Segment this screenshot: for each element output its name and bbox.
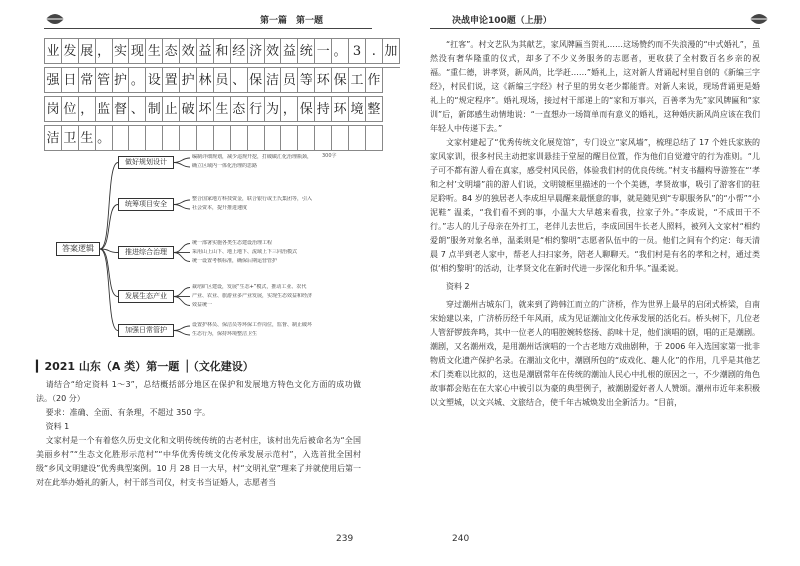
mindmap-connector	[174, 288, 190, 297]
right-body-text	[430, 38, 760, 524]
grid-cell: 统	[298, 39, 315, 64]
grid-row	[45, 97, 400, 122]
grid-count: 300字	[322, 153, 337, 159]
grid-cell: 境	[349, 97, 366, 122]
left-paragraph: 资料 1	[45, 422, 70, 431]
section-heading: ▎2021 山东（A 类）第一题▕（文化建设）	[36, 360, 254, 373]
left-header-rule	[44, 28, 372, 29]
grid-cell	[180, 126, 197, 151]
grid-cell: 管	[95, 68, 112, 93]
grid-cell: 业	[45, 39, 62, 64]
grid-cell	[349, 126, 366, 151]
mindmap-note: 采用山上山下、地上地下、流域上下三同治模式	[192, 248, 298, 255]
mindmap-note: 整合国家地方科技资金，联合银行或王氏集团等，引入	[192, 196, 313, 202]
grid-cell: 护	[180, 68, 197, 93]
mindmap-connector	[174, 253, 190, 262]
answer-grid	[44, 38, 400, 151]
grid-cell: 环	[315, 68, 332, 93]
grid-cell: 持	[315, 97, 332, 122]
grid-cell: 济	[247, 39, 264, 64]
left-header-label: 第一篇 第一题	[260, 16, 324, 26]
grid-cell: 护	[112, 68, 129, 93]
grid-cell: 、	[129, 97, 146, 122]
grid-cell: .	[365, 39, 382, 64]
grid-cell: 常	[78, 68, 95, 93]
grid-cell: 强	[45, 68, 62, 93]
grid-cell: 监	[95, 97, 112, 122]
grid-cell: 态	[163, 39, 180, 64]
leaf-ornament-icon	[44, 11, 66, 27]
left-paragraph: 文家村是一个有着悠久历史文化和文明传统传统的古老村庄，该村出先后被命名为“全国美丽乡村”“生态文化胜形示范村”“中华优秀传统文化传承发展示范村”，入选首批全国村级“乡风文明建设”优秀典型案例。10 月 28 日一大早，村“文明礼堂”理来了并就使用后第一对在此举办婚礼的新人，村干部当司仪，村支书当证婚人，志愿者当	[36, 436, 361, 487]
grid-cell: 作	[365, 68, 382, 93]
mindmap-connector	[174, 200, 190, 205]
mindmap-connector	[174, 331, 190, 336]
grid-cell: 卫	[61, 126, 78, 151]
mindmap-note: 裁培矿区建设，发展“生态+”模式，推动工业、农代	[192, 283, 307, 290]
grid-cell	[298, 126, 315, 151]
grid-cell: 3	[349, 39, 366, 64]
mindmap-note: 确立区域内一体化治理的思路	[192, 163, 258, 169]
grid-cell: 岗	[45, 97, 62, 122]
left-paragraph: 请结合“给定资料 1～3”，总结概括部分地区在保护和发展地方特色文化方面的成功做法。（20 分）	[36, 380, 361, 403]
grid-cell: 环	[332, 97, 349, 122]
grid-cell: 益	[281, 39, 298, 64]
grid-cell: 、	[230, 68, 247, 93]
grid-row	[45, 39, 400, 64]
grid-cell: 生	[213, 97, 230, 122]
grid-cell: 展	[78, 39, 95, 64]
mindmap-branch: 推进综合治理	[118, 246, 174, 259]
mindmap-note: 效益统一	[192, 301, 213, 308]
right-paragraph: 文家村建起了“优秀传统文化展览馆”，专门设立“家风墙”，梳理总结了 17 个姓氏家族的家风家训，很多村民主动把家训悬挂于堂屋的醒目位置，作为他们自觉遵守的行为准则。“儿子可不都有游人看在真家，感受村风民俗，体验我们村的优良传统。”村支书翻构导游签在“‘孝和之村’文明墙”前的游人们说，文明镜框里描述的一个个美德，孝贤故事，吸引了游客们的驻足聆听。84 岁的独居老人李成坦早晨醒来最惬意的事，就是随见到“专职服务队”的“小帮”“小泥鞋” 温柔，“我们看不到的事，小温大大早越来看我，拉家子外。”李成说，“不成田干不行。”志人的儿子母亲在外打工，老伴儿去世后，李成回国牛长老人照料，被列入文家村“相约爱朗”服务对象名单，温柔则是“相约黎明”志愿者队伍中的一员。他们之间有个约定：每天清晨 7 点半到老人家中，帮老人扫扫家务，陪老人聊聊天。“我们村是有名的孝和之村，通过类似‘相约黎明’的活动，让孝贤文化在新时代进一步深化和升华。”温柔说。	[430, 138, 760, 273]
grid-cell: 和	[213, 39, 230, 64]
grid-cell: 生	[146, 39, 163, 64]
grid-cell: 加	[382, 39, 399, 64]
grid-cell	[332, 126, 349, 151]
grid-cell	[247, 126, 264, 151]
grid-cell: 设	[146, 68, 163, 93]
grid-cell	[112, 126, 129, 151]
grid-cell	[213, 126, 230, 151]
grid-cell: 位	[61, 97, 78, 122]
grid-cell: 林	[197, 68, 214, 93]
grid-cell: 态	[230, 97, 247, 122]
grid-cell	[315, 126, 332, 151]
grid-cell: 整	[365, 97, 382, 122]
mindmap-note: 编制详细规划，减少违规开挖，打破碳汇化治理瓶颈，	[192, 154, 313, 160]
grid-cell: 。	[95, 126, 112, 151]
leaf-ornament-icon	[748, 11, 770, 27]
left-paragraph: 要求：准确、全面、有条理，不超过 350 字。	[45, 408, 210, 417]
mindmap-connector	[174, 158, 190, 163]
grid-cell: 行	[247, 97, 264, 122]
mindmap-connector	[174, 244, 190, 253]
grid-row	[45, 68, 400, 93]
grid-cell: 止	[163, 97, 180, 122]
mindmap-note: 统一设置考核标准，确保后期运营管护	[192, 257, 278, 264]
mindmap-note: 生态行为，保持环境整洁卫生	[192, 331, 258, 337]
grid-cell	[264, 126, 281, 151]
grid-cell: 。	[129, 68, 146, 93]
mindmap-note: 设置护林员、保洁员等环保工作岗位，监督、制止破坏	[192, 322, 313, 328]
right-page	[400, 0, 800, 566]
mindmap-note: 社会资本，提升推进速度	[192, 205, 248, 211]
mindmap-note: 统一部署实施各类生态建设治理工程	[192, 239, 273, 246]
grid-cell: 生	[78, 126, 95, 151]
mindmap-root: 答案逻辑	[56, 242, 100, 256]
grid-row	[45, 126, 400, 151]
grid-cell: 保	[332, 68, 349, 93]
mindmap-branch: 统筹项目安全	[118, 198, 174, 211]
right-page-number: 240	[452, 534, 470, 544]
mindmap-connector	[174, 297, 190, 306]
grid-cell: 员	[281, 68, 298, 93]
grid-cell: 一	[315, 39, 332, 64]
grid-cell: 置	[163, 68, 180, 93]
grid-cell: 发	[61, 39, 78, 64]
grid-cell: 洁	[264, 68, 281, 93]
grid-cell: ，	[95, 39, 112, 64]
grid-cell: 破	[180, 97, 197, 122]
mindmap	[56, 150, 346, 340]
grid-cell	[365, 126, 382, 151]
mindmap-note: 产业、农业、旅游业多产业发展，实现生态效益和经济	[192, 292, 313, 299]
grid-cell: 。	[332, 39, 349, 64]
grid-cell: 保	[247, 68, 264, 93]
grid-cell	[146, 126, 163, 151]
grid-cell: 现	[129, 39, 146, 64]
grid-cell: 实	[112, 39, 129, 64]
grid-cell: ，	[281, 97, 298, 122]
grid-cell	[129, 126, 146, 151]
mindmap-connector	[174, 326, 190, 331]
left-page-number: 239	[336, 534, 354, 544]
grid-cell: 效	[180, 39, 197, 64]
grid-cell: ，	[78, 97, 95, 122]
grid-cell: 坏	[197, 97, 214, 122]
grid-cell: 保	[298, 97, 315, 122]
grid-cell	[163, 126, 180, 151]
grid-cell: 员	[213, 68, 230, 93]
grid-cell	[281, 126, 298, 151]
grid-cell	[230, 126, 247, 151]
grid-cell: 督	[112, 97, 129, 122]
mindmap-connector	[174, 163, 190, 168]
grid-cell: 日	[61, 68, 78, 93]
material-label: 资料 2	[446, 282, 470, 291]
grid-cell: 为	[264, 97, 281, 122]
mindmap-branch: 加强日常管护	[118, 324, 174, 337]
grid-cell: 等	[298, 68, 315, 93]
mindmap-branch: 发展生态产业	[118, 290, 174, 303]
mindmap-branch: 做好规划设计	[118, 156, 174, 169]
left-body-text	[36, 378, 361, 518]
right-header-label: 决战申论100题（上册）	[452, 16, 552, 26]
right-paragraph: “扛客”。村文艺队为其献艺，家风牌匾当贺礼……这场赞约而不失浪漫的“中式婚礼”，虽然没有奢华隆重的仪式，却多了不少义务服务的志愿者，更收获了全村数百名乡亲的祝福。“重仁德，讲孝贤，新风尚，比学赶……”婚礼上，这对新人背诵起村里自创的《新编三字经》，村民们说，这《新编三字经》村子里的男女老少都能背。对新人来说，现场背诵更是婚礼上的“规定程序”。婚礼现场，接过村干部递上的“家和万事兴，百善孝为先”家风牌匾和“家训”后，新郎感生动情地说：“一直想办一场简单而有意义的婚礼，这种婚庆新风尚应该在我们年轻人中传递下去。”	[430, 40, 760, 133]
grid-cell: 制	[146, 97, 163, 122]
grid-cell: 益	[197, 39, 214, 64]
grid-cell: 工	[349, 68, 366, 93]
mindmap-connector	[174, 205, 190, 210]
grid-cell	[197, 126, 214, 151]
right-header-rule	[430, 28, 760, 29]
right-paragraph: 穿过潮州古城东门，就来到了跨韩江而立的广济桥，作为世界上最早的启闭式桥梁，自南宋始建以来，广济桥历经千年风雨，成为见证潮汕文化传承发展的活化石。桥头树下，几位老人管舒锣鼓奔鸣，其中一位老人的唱腔婉转悠扬、韵味十足，他们演唱的剧，唱的正是潮剧。潮剧，又名潮州戏，是用潮州话演唱的一个古老地方戏曲剧种，于 2006 年入选国家第一批非物质文化遗产保护名录。在潮汕文化中，潮剧所包的“成戏化、趣人化”的作用，几乎是其他艺术门类难以比拟的，这也是潮剧常年在传统的潮汕人民心中扎根的原因之一，不少潮剧的角色故事都会贴在在大家心中被引以为豪的典型例子，被潮剧爱好者人人赞颂。潮州市近年来积极以文塑城，以文兴城、文旅结合，使千年古城焕发出全新活力。“目前，	[430, 300, 760, 407]
grid-cell: 效	[264, 39, 281, 64]
mindmap-connector	[100, 249, 118, 331]
grid-cell: 洁	[45, 126, 62, 151]
grid-cell: 经	[230, 39, 247, 64]
